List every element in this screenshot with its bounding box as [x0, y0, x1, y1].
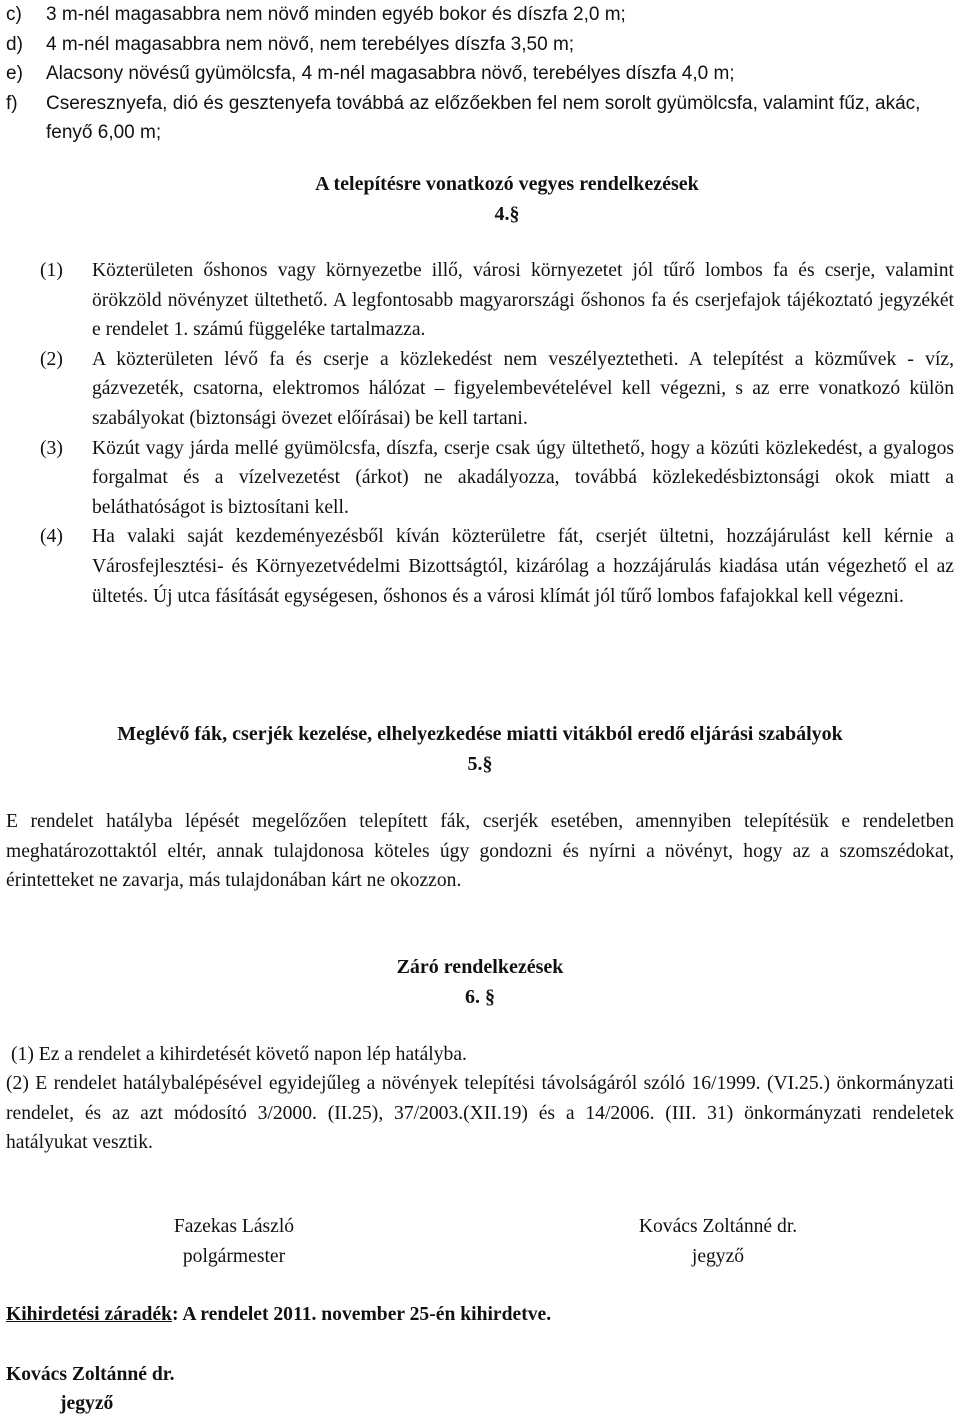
list-text: 4 m-nél magasabbra nem növő, nem terebélyes díszfa 3,50 m;	[46, 33, 575, 55]
section-heading-disputes: Meglévő fák, cserjék kezelése, elhelyezkedése miatti vitákból eredő eljárási szabályok	[117, 723, 843, 745]
paragraph-2	[0, 345, 954, 434]
paragraph-3	[0, 434, 954, 523]
paragraph-1	[0, 256, 954, 345]
list-item	[6, 89, 946, 148]
paragraph-text: Közterületen őshonos vagy környezetbe illő, városi környezetet jól tűrő lombos fa és cserje, valamint örökzöld növényzet ültethető. A legfontosabb magyarországi őshonos fa és cserjefajok tájékoztató jegyzékét e rendelet 1. számú függeléke tartalmazza.	[92, 260, 954, 341]
signature-mayor	[104, 1212, 364, 1271]
section-number-6: 6. §	[465, 986, 495, 1008]
section-number-5: 5.§	[467, 753, 493, 775]
list-item	[6, 59, 946, 89]
signer-name: Fazekas László	[173, 1216, 295, 1237]
list-marker: d)	[6, 33, 23, 55]
signature-notary	[588, 1212, 848, 1271]
paragraph-text: Közút vagy járda mellé gyümölcsfa, díszfa, cserje csak úgy ültethető, hogy a közúti közlekedést, a gyalogos forgalmat és a vízelvezetést (árkot) ne akadályozza, továbbá közlekedésbiztonsági okok miatt a beláthatóságot is biztosítani kell.	[92, 437, 954, 518]
paragraph-text: Ha valaki saját kezdeményezésből kíván közterületre fát, cserjét ültetni, hozzájárulást kell kérnie a Városfejlesztési- és Környezetvédelmi Bizottságtól, kizárólag a hozzájárulás kiadása után végezhető el az ültetés. Új utca fásítását egységesen, őshonos és a városi klímát jól tűrő lombos fafajokkal kell végezni.	[92, 526, 954, 607]
promulgation-text: : A rendelet 2011. november 25-én kihirdetve.	[171, 1304, 552, 1325]
signer-title: jegyző	[691, 1245, 745, 1267]
promulgation-clause	[6, 1300, 954, 1330]
paragraph-number: (4)	[40, 526, 63, 548]
section-disputes-body: E rendelet hatályba lépését megelőzően telepített fák, cserjék esetében, amennyiben telepítésük e rendeletben meghatározottaktól eltér, annak tulajdonosa köteles úgy gondozni és nyírni a növényt, hogy az a szomszédokat, érintetteket ne zavarja, más tulajdonában kárt ne okozzon.	[6, 811, 954, 892]
paragraph-number: (2)	[40, 348, 63, 370]
paragraph-number: (1)	[40, 260, 63, 281]
section-misc-body	[0, 256, 954, 611]
signer-title: polgármester	[182, 1245, 286, 1267]
section-heading-final: Záró rendelkezések	[396, 956, 564, 978]
section-heading-misc: A telepítésre vonatkozó vegyes rendelkezések	[315, 173, 699, 195]
final-paragraph-1: (1) Ez a rendelet a kihirdetését követő napon lép hatályba.	[11, 1044, 467, 1065]
paragraph-number: (3)	[40, 437, 63, 459]
list-text: 3 m-nél magasabbra nem növő minden egyéb bokor és díszfa 2,0 m;	[46, 4, 626, 25]
paragraph-text: A közterületen lévő fa és cserje a közlekedést nem veszélyeztetheti. A telepítést a közművek - víz, gázvezeték, csatorna, elektromos hálózat – figyelembevételével kell végezni, s az erre vonatkozó külön szabályokat (biztonsági övezet előírásai) be kell tartani.	[92, 348, 954, 429]
list-marker: f)	[6, 92, 18, 114]
promulgation-label: Kihirdetési záradék	[6, 1304, 172, 1325]
distance-list	[6, 0, 946, 148]
list-marker: c)	[6, 4, 22, 25]
list-item	[6, 30, 946, 60]
promulgation-signer-name: Kovács Zoltánné dr.	[6, 1364, 175, 1385]
list-text: Cseresznyefa, dió és gesztenyefa továbbá az előzőekben fel nem sorolt gyümölcsfa, valamint fűz, akác, fenyő 6,00 m;	[46, 92, 921, 144]
signer-name: Kovács Zoltánné dr.	[638, 1216, 798, 1237]
paragraph-4	[0, 522, 954, 611]
list-marker: e)	[6, 63, 23, 85]
list-item	[6, 0, 946, 30]
promulgation-signer-title: jegyző	[60, 1393, 114, 1414]
section-number-4: 4.§	[494, 203, 520, 225]
list-text: Alacsony növésű gyümölcsfa, 4 m-nél magasabbra növő, terebélyes díszfa 4,0 m;	[46, 63, 735, 85]
final-paragraph-2: (2) E rendelet hatálybalépésével egyidejűleg a növények telepítési távolságáról szóló 16/1999. (VI.25.) önkormányzati rendelet, és az azt módosító 3/2000. (II.25), 37/2003.(XII.19) és a 14/2006. (III. 31) önkormányzati rendeletek hatályukat vesztik.	[6, 1073, 954, 1154]
